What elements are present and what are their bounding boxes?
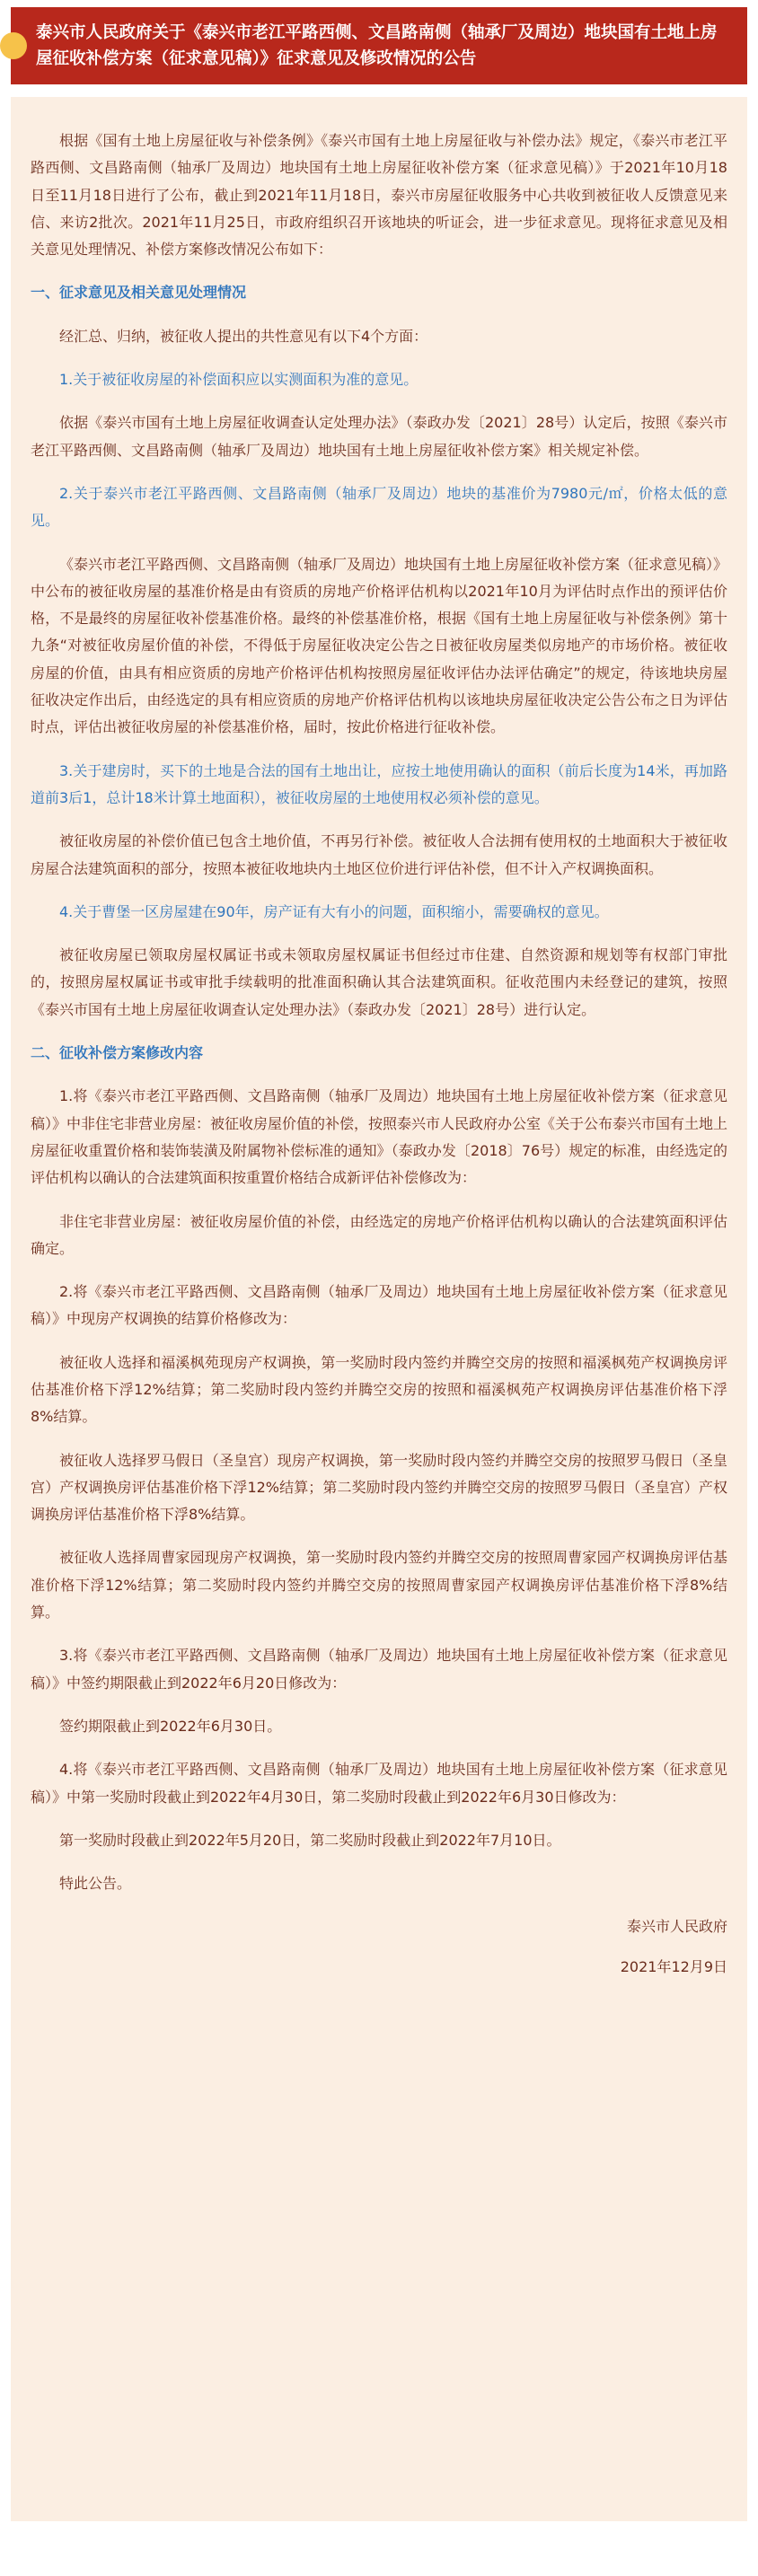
section-2-heading: 二、征收补偿方案修改内容 [31, 1044, 204, 1062]
opinion-2-title: 2.关于泰兴市老江平路西侧、文昌路南侧（轴承厂及周边）地块的基准价为7980元/㎡，价格太低的意见。 [31, 484, 727, 530]
opinion-3-title: 3.关于建房时，买下的土地是合法的国有土地出让，应按土地使用确认的面积（前后长度为14米，再加路道前3后1，总计18米计算土地面积），被征收房屋的土地使用权必须补偿的意见。 [31, 761, 727, 806]
modification-3-revised: 签约期限截止到2022年6月30日。 [59, 1717, 282, 1735]
modification-1-revised: 非住宅非营业房屋：被征收房屋价值的补偿，由经选定的房地产价格评估机构以确认的合法建筑面积评估确定。 [31, 1212, 727, 1257]
modification-2-zhoucao: 被征收人选择周曹家园现房产权调换，第一奖励时段内签约并腾空交房的按照周曹家园产权调换房评估基准价格下浮12%结算；第二奖励时段内签约并腾空交房的按照周曹家园产权调换房评估基准价格下浮8%结算。 [31, 1549, 727, 1622]
title-decoration-dot [0, 32, 27, 59]
announcement-body [11, 97, 747, 2521]
closing-text: 特此公告。 [59, 1875, 132, 1893]
modification-2-original: 2.将《泰兴市老江平路西侧、文昌路南侧（轴承厂及周边）地块国有土地上房屋征收补偿方案（征求意见稿）》中现房产权调换的结算价格修改为： [31, 1283, 727, 1328]
modification-2-roma: 被征收人选择罗马假日（圣皇宫）现房产权调换，第一奖励时段内签约并腾空交房的按照罗马假日（圣皇宫）产权调换房评估基准价格下浮12%结算；第二奖励时段内签约并腾空交房的按照罗马假日（圣皇宫）产权调换房评估基准价格下浮8%结算。 [31, 1451, 727, 1524]
opinion-4-title: 4.关于曹堡一区房屋建在90年，房产证有大有小的问题，面积缩小，需要确权的意见。 [59, 902, 609, 920]
signature-date: 2021年12月9日 [620, 1957, 727, 1975]
modification-3-original: 3.将《泰兴市老江平路西侧、文昌路南侧（轴承厂及周边）地块国有土地上房屋征收补偿方案（征求意见稿）》中签约期限截止到2022年6月20日修改为： [31, 1647, 727, 1692]
section-1-summary: 经汇总、归纳，被征收人提出的共性意见有以下4个方面： [59, 327, 428, 345]
opinion-2-reply: 《泰兴市老江平路西侧、文昌路南侧（轴承厂及周边）地块国有土地上房屋征收补偿方案（征求意见稿）》中公布的被征收房屋的基准价格是由有资质的房地产价格评估机构以2021年10月为评估时点作出的预评估价格，不是最终的房屋征收补偿基准价格。最终的补偿基准价格，根据《国有土地上房屋征收与补偿条例》第十九条“对被征收房屋价值的补偿，不得低于房屋征收决定公告之日被征收房屋类似房地产的市场价格。被征收房屋的价值，由具有相应资质的房地产价格评估机构按照房屋征收评估办法评估确定”的规定，待该地块房屋征收决定作出后，由经选定的具有相应资质的房地产价格评估机构以该地块房屋征收决定公告公布之日为评估时点，评估出被征收房屋的补偿基准价格，届时，按此价格进行征收补偿。 [31, 555, 728, 736]
page [0, 7, 758, 2576]
section-1-heading: 一、征求意见及相关意见处理情况 [31, 284, 247, 302]
opinion-1-title: 1.关于被征收房屋的补偿面积应以实测面积为准的意见。 [59, 371, 419, 389]
modification-2-hefu: 被征收人选择和福溪枫苑现房产权调换，第一奖励时段内签约并腾空交房的按照和福溪枫苑产权调换房评估基准价格下浮12%结算；第二奖励时段内签约并腾空交房的按照和福溪枫苑产权调换房评估基准价格下浮8%结算。 [31, 1353, 727, 1426]
modification-1-original: 1.将《泰兴市老江平路西侧、文昌路南侧（轴承厂及周边）地块国有土地上房屋征收补偿方案（征求意见稿）》中非住宅非营业房屋：被征收房屋价值的补偿，按照泰兴市人民政府办公室《关于公布泰兴市国有土地上房屋征收重置价格和装饰装潢及附属物补偿标准的通知》（泰政办发〔2018〕76号）规定的标准，由经选定的评估机构以确认的合法建筑面积按重置价格结合成新评估补偿修改为： [31, 1087, 728, 1187]
modification-4-original: 4.将《泰兴市老江平路西侧、文昌路南侧（轴承厂及周边）地块国有土地上房屋征收补偿方案（征求意见稿）》中第一奖励时段截止到2022年4月30日，第二奖励时段截止到2022年6月30日修改为： [31, 1761, 727, 1806]
opinion-1-reply: 依据《泰兴市国有土地上房屋征收调查认定处理办法》（泰政办发〔2021〕28号）认定后，按照《泰兴市老江平路西侧、文昌路南侧（轴承厂及周边）地块国有土地上房屋征收补偿方案》相关规定补偿。 [31, 414, 727, 459]
title-banner [11, 7, 747, 84]
opinion-3-reply: 被征收房屋的补偿价值已包含土地价值，不再另行补偿。被征收人合法拥有使用权的土地面积大于被征收房屋合法建筑面积的部分，按照本被征收地块内土地区位价进行评估补偿，但不计入产权调换面积。 [31, 832, 727, 877]
signature: 泰兴市人民政府 [626, 1918, 727, 1936]
opinion-4-reply: 被征收房屋已领取房屋权属证书或未领取房屋权属证书但经过市住建、自然资源和规划等有权部门审批的，按照房屋权属证书或审批手续载明的批准面积确认其合法建筑面积。征收范围内未经登记的建筑，按照《泰兴市国有土地上房屋征收调查认定处理办法》（泰政办发〔2021〕28号）进行认定。 [31, 946, 727, 1018]
intro-paragraph: 根据《国有土地上房屋征收与补偿条例》《泰兴市国有土地上房屋征收与补偿办法》规定，《泰兴市老江平路西侧、文昌路南侧（轴承厂及周边）地块国有土地上房屋征收补偿方案（征求意见稿）》于2021年10月18日至11月18日进行了公布，截止到2021年11月18日，泰兴市房屋征收服务中心共收到被征收人反馈意见来信、来访2批次。2021年11月25日，市政府组织召开该地块的听证会，进一步征求意见。现将征求意见及相关意见处理情况、补偿方案修改情况公布如下： [31, 132, 727, 259]
page-title: 泰兴市人民政府关于《泰兴市老江平路西侧、文昌路南侧（轴承厂及周边）地块国有土地上房屋征收补偿方案（征求意见稿）》征求意见及修改情况的公告 [36, 23, 718, 68]
modification-4-revised: 第一奖励时段截止到2022年5月20日，第二奖励时段截止到2022年7月10日。 [59, 1831, 561, 1849]
